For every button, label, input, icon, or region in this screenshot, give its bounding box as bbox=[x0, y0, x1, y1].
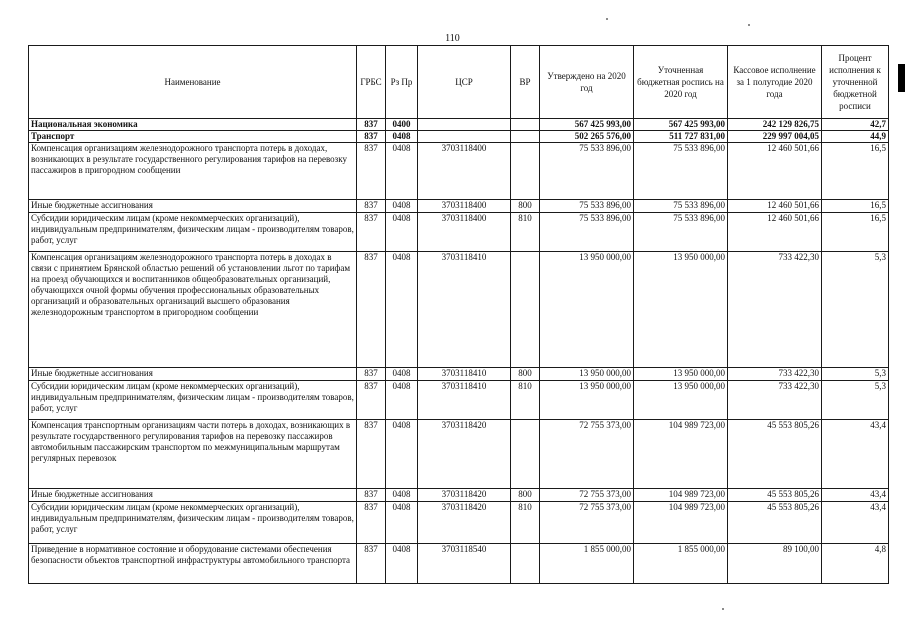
row-refined: 75 533 896,00 bbox=[634, 200, 728, 213]
row-grbs: 837 bbox=[357, 143, 386, 200]
row-rz-pr: 0408 bbox=[386, 213, 418, 252]
row-refined: 511 727 831,00 bbox=[634, 131, 728, 143]
row-vr: 800 bbox=[511, 489, 540, 502]
row-name: Компенсация организациям железнодорожного транспорта потерь в доходах, возникающих в результате государственного регулирования тарифов на перевозку пассажиров в пригородном сообщении bbox=[29, 143, 357, 200]
header-name: Наименование bbox=[29, 46, 357, 119]
row-csr: 3703118400 bbox=[418, 200, 511, 213]
row-csr: 3703118410 bbox=[418, 381, 511, 420]
row-approved: 72 755 373,00 bbox=[540, 420, 634, 489]
row-name: Иные бюджетные ассигнования bbox=[29, 368, 357, 381]
row-approved: 1 855 000,00 bbox=[540, 544, 634, 584]
row-refined: 13 950 000,00 bbox=[634, 252, 728, 368]
header-rz-pr: Рз Пр bbox=[386, 46, 418, 119]
row-refined: 75 533 896,00 bbox=[634, 143, 728, 200]
row-csr: 3703118420 bbox=[418, 502, 511, 544]
row-approved: 502 265 576,00 bbox=[540, 131, 634, 143]
row-grbs: 837 bbox=[357, 252, 386, 368]
row-percent: 43,4 bbox=[822, 489, 889, 502]
row-refined: 1 855 000,00 bbox=[634, 544, 728, 584]
row-refined: 104 989 723,00 bbox=[634, 420, 728, 489]
table-row bbox=[29, 252, 889, 368]
scan-speck bbox=[748, 24, 750, 26]
row-rz-pr: 0408 bbox=[386, 544, 418, 584]
row-csr bbox=[418, 119, 511, 131]
row-rz-pr: 0408 bbox=[386, 381, 418, 420]
table-row bbox=[29, 131, 889, 143]
row-refined: 104 989 723,00 bbox=[634, 502, 728, 544]
row-vr: 810 bbox=[511, 381, 540, 420]
row-rz-pr: 0408 bbox=[386, 502, 418, 544]
row-name: Приведение в нормативное состояние и оборудование системами обеспечения безопасности объектов транспортной инфраструктуры автомобильного транспорта bbox=[29, 544, 357, 584]
row-csr: 3703118410 bbox=[418, 252, 511, 368]
header-grbs: ГРБС bbox=[357, 46, 386, 119]
row-vr bbox=[511, 252, 540, 368]
row-name: Иные бюджетные ассигнования bbox=[29, 200, 357, 213]
row-grbs: 837 bbox=[357, 381, 386, 420]
row-csr: 3703118420 bbox=[418, 420, 511, 489]
row-approved: 75 533 896,00 bbox=[540, 143, 634, 200]
table-row bbox=[29, 502, 889, 544]
row-grbs: 837 bbox=[357, 489, 386, 502]
row-vr: 800 bbox=[511, 368, 540, 381]
table-row bbox=[29, 489, 889, 502]
row-name: Субсидии юридическим лицам (кроме некоммерческих организаций), индивидуальным предпринимателям, физическим лицам - производителям товаров, работ, услуг bbox=[29, 381, 357, 420]
row-name: Субсидии юридическим лицам (кроме некоммерческих организаций), индивидуальным предпринимателям, физическим лицам - производителям товаров, работ, услуг bbox=[29, 502, 357, 544]
row-approved: 75 533 896,00 bbox=[540, 200, 634, 213]
scan-speck bbox=[606, 18, 608, 20]
row-cash: 45 553 805,26 bbox=[728, 502, 822, 544]
row-csr: 3703118410 bbox=[418, 368, 511, 381]
row-percent: 5,3 bbox=[822, 252, 889, 368]
row-refined: 75 533 896,00 bbox=[634, 213, 728, 252]
row-rz-pr: 0408 bbox=[386, 368, 418, 381]
row-rz-pr: 0408 bbox=[386, 200, 418, 213]
row-cash: 229 997 004,05 bbox=[728, 131, 822, 143]
row-vr bbox=[511, 119, 540, 131]
row-approved: 13 950 000,00 bbox=[540, 381, 634, 420]
row-rz-pr: 0408 bbox=[386, 131, 418, 143]
row-grbs: 837 bbox=[357, 368, 386, 381]
table-row bbox=[29, 420, 889, 489]
row-vr: 800 bbox=[511, 200, 540, 213]
row-approved: 13 950 000,00 bbox=[540, 368, 634, 381]
header-csr: ЦСР bbox=[418, 46, 511, 119]
row-refined: 567 425 993,00 bbox=[634, 119, 728, 131]
table-row bbox=[29, 143, 889, 200]
row-grbs: 837 bbox=[357, 213, 386, 252]
row-approved: 72 755 373,00 bbox=[540, 502, 634, 544]
row-refined: 104 989 723,00 bbox=[634, 489, 728, 502]
row-cash: 12 460 501,66 bbox=[728, 213, 822, 252]
row-percent: 43,4 bbox=[822, 420, 889, 489]
table-row bbox=[29, 381, 889, 420]
header-row bbox=[29, 46, 889, 119]
row-vr: 810 bbox=[511, 502, 540, 544]
row-vr: 810 bbox=[511, 213, 540, 252]
row-rz-pr: 0408 bbox=[386, 489, 418, 502]
row-cash: 242 129 826,75 bbox=[728, 119, 822, 131]
header-percent: Процент исполнения к уточненной бюджетной росписи bbox=[822, 46, 889, 119]
header-vr: ВР bbox=[511, 46, 540, 119]
row-vr bbox=[511, 420, 540, 489]
row-csr: 3703118400 bbox=[418, 213, 511, 252]
row-approved: 75 533 896,00 bbox=[540, 213, 634, 252]
row-percent: 42,7 bbox=[822, 119, 889, 131]
row-grbs: 837 bbox=[357, 131, 386, 143]
row-approved: 567 425 993,00 bbox=[540, 119, 634, 131]
row-cash: 89 100,00 bbox=[728, 544, 822, 584]
row-rz-pr: 0408 bbox=[386, 252, 418, 368]
row-name: Иные бюджетные ассигнования bbox=[29, 489, 357, 502]
row-grbs: 837 bbox=[357, 200, 386, 213]
row-rz-pr: 0408 bbox=[386, 420, 418, 489]
row-percent: 5,3 bbox=[822, 381, 889, 420]
budget-table bbox=[28, 45, 889, 584]
row-approved: 13 950 000,00 bbox=[540, 252, 634, 368]
table-row bbox=[29, 200, 889, 213]
row-cash: 45 553 805,26 bbox=[728, 489, 822, 502]
table-row bbox=[29, 213, 889, 252]
row-cash: 12 460 501,66 bbox=[728, 143, 822, 200]
row-percent: 5,3 bbox=[822, 368, 889, 381]
row-cash: 12 460 501,66 bbox=[728, 200, 822, 213]
row-name: Транспорт bbox=[29, 131, 357, 143]
row-rz-pr: 0408 bbox=[386, 143, 418, 200]
row-name: Субсидии юридическим лицам (кроме некоммерческих организаций), индивидуальным предпринимателям, физическим лицам - производителям товаров, работ, услуг bbox=[29, 213, 357, 252]
row-cash: 45 553 805,26 bbox=[728, 420, 822, 489]
table-row bbox=[29, 544, 889, 584]
row-percent: 43,4 bbox=[822, 502, 889, 544]
row-approved: 72 755 373,00 bbox=[540, 489, 634, 502]
row-vr bbox=[511, 544, 540, 584]
row-cash: 733 422,30 bbox=[728, 368, 822, 381]
row-percent: 16,5 bbox=[822, 200, 889, 213]
table-row bbox=[29, 119, 889, 131]
header-refined: Уточненная бюджетная роспись на 2020 год bbox=[634, 46, 728, 119]
row-percent: 16,5 bbox=[822, 213, 889, 252]
table-row bbox=[29, 368, 889, 381]
row-rz-pr: 0400 bbox=[386, 119, 418, 131]
row-refined: 13 950 000,00 bbox=[634, 381, 728, 420]
row-percent: 44,9 bbox=[822, 131, 889, 143]
header-cash: Кассовое исполнение за 1 полугодие 2020 года bbox=[728, 46, 822, 119]
row-grbs: 837 bbox=[357, 420, 386, 489]
row-csr: 3703118540 bbox=[418, 544, 511, 584]
row-name: Компенсация транспортным организациям части потерь в доходах, возникающих в результате государственного регулирования тарифов на перевозку пассажиров автомобильным пассажирским транспортом по межмуниципальным маршрутам регулярных перевозок bbox=[29, 420, 357, 489]
row-name: Компенсация организациям железнодорожного транспорта потерь в доходах в связи с принятием Брянской областью решений об установлении льгот по тарифам на проезд обучающихся и воспитанников общеобразовательных организаций, обучающихся очной формы обучения профессиональных образовательных организаций и образовательных организаций высшего образования железнодорожным транспортом в пригородном сообщении bbox=[29, 252, 357, 368]
row-grbs: 837 bbox=[357, 119, 386, 131]
row-percent: 4,8 bbox=[822, 544, 889, 584]
row-percent: 16,5 bbox=[822, 143, 889, 200]
row-refined: 13 950 000,00 bbox=[634, 368, 728, 381]
page-number: 110 bbox=[445, 33, 460, 44]
row-grbs: 837 bbox=[357, 502, 386, 544]
row-cash: 733 422,30 bbox=[728, 381, 822, 420]
row-grbs: 837 bbox=[357, 544, 386, 584]
row-name: Национальная экономика bbox=[29, 119, 357, 131]
row-csr: 3703118400 bbox=[418, 143, 511, 200]
row-cash: 733 422,30 bbox=[728, 252, 822, 368]
page-edge-mark bbox=[898, 64, 905, 92]
header-approved: Утверждено на 2020 год bbox=[540, 46, 634, 119]
row-vr bbox=[511, 131, 540, 143]
row-csr bbox=[418, 131, 511, 143]
row-vr bbox=[511, 143, 540, 200]
scan-speck bbox=[722, 608, 724, 610]
row-csr: 3703118420 bbox=[418, 489, 511, 502]
